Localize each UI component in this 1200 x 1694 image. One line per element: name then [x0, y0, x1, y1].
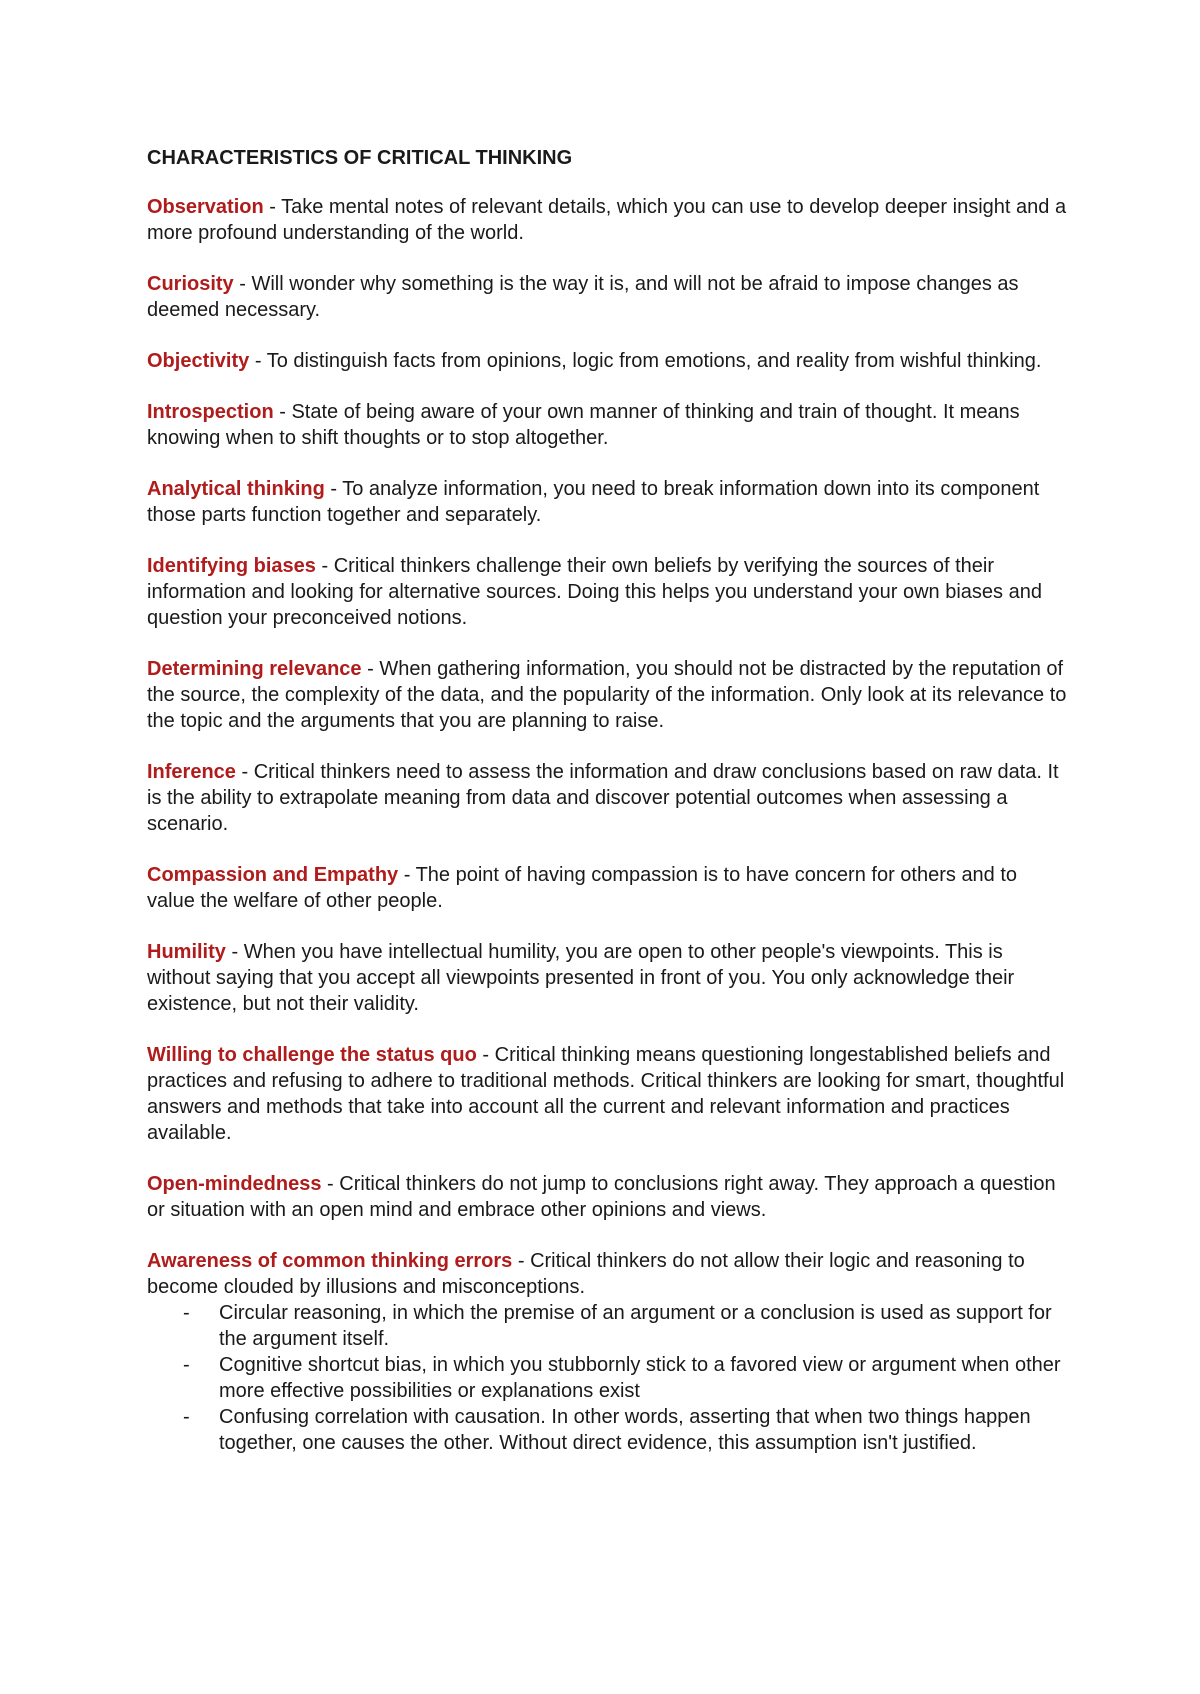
- separator: -: [235, 761, 254, 783]
- entry-open-mindedness: [147, 1171, 1067, 1223]
- entry-inference: [147, 759, 1067, 837]
- term-label: Inference: [147, 761, 236, 783]
- separator: -: [273, 401, 292, 423]
- entry-objectivity: [147, 348, 1067, 374]
- entry-humility: [147, 939, 1067, 1017]
- dash-bullet: -: [183, 1406, 190, 1428]
- thinking-errors-list: [147, 1300, 1067, 1456]
- list-item-text: Cognitive shortcut bias, in which you stubbornly stick to a favored view or argument when other more effective possibilities or explanations exist: [219, 1354, 1061, 1402]
- entry-awareness-of-thinking-errors: [147, 1248, 1067, 1300]
- entry-compassion-and-empathy: [147, 862, 1067, 914]
- term-label: Analytical thinking: [147, 478, 325, 500]
- term-label: Determining relevance: [147, 658, 362, 680]
- separator: -: [321, 1173, 340, 1195]
- entry-curiosity: [147, 271, 1067, 323]
- separator: -: [233, 273, 252, 295]
- entry-determining-relevance: [147, 656, 1067, 734]
- separator: -: [361, 658, 380, 680]
- document-title: CHARACTERISTICS OF CRITICAL THINKING: [147, 147, 573, 169]
- entry-text: To analyze information, you need to break information down into its component those parts function together and separately.: [147, 478, 1040, 526]
- list-item: [147, 1404, 1067, 1456]
- term-label: Compassion and Empathy: [147, 864, 399, 886]
- term-label: Observation: [147, 196, 264, 218]
- term-label: Awareness of common thinking errors: [147, 1250, 513, 1272]
- dash-bullet: -: [183, 1302, 190, 1324]
- separator: -: [263, 196, 282, 218]
- entry-observation: [147, 194, 1067, 246]
- list-item: [147, 1352, 1067, 1404]
- term-label: Objectivity: [147, 350, 250, 372]
- entry-text: When you have intellectual humility, you are open to other people's viewpoints. This is without saying that you accept all viewpoints presented in front of you. You only acknowledge their existence, but not their validity.: [147, 941, 1015, 1015]
- entry-text: Will wonder why something is the way it is, and will not be afraid to impose changes as deemed necessary.: [147, 273, 1019, 321]
- entry-text: State of being aware of your own manner of thinking and train of thought. It means knowing when to shift thoughts or to stop altogether.: [147, 401, 1020, 449]
- term-label: Willing to challenge the status quo: [147, 1044, 477, 1066]
- list-item: [147, 1300, 1067, 1352]
- term-label: Curiosity: [147, 273, 234, 295]
- document-page: [147, 145, 1067, 1456]
- entry-identifying-biases: [147, 553, 1067, 631]
- entry-text: The point of having compassion is to have concern for others and to value the welfare of other people.: [147, 864, 1018, 912]
- separator: -: [324, 478, 343, 500]
- entry-text: Critical thinkers do not jump to conclusions right away. They approach a question or situation with an open mind and embrace other opinions and views.: [147, 1173, 1056, 1221]
- separator: -: [398, 864, 416, 886]
- entry-text: Critical thinkers challenge their own beliefs by verifying the sources of their information and looking for alternative sources. Doing this helps you understand your own biases and question your preconceived notions.: [147, 555, 1042, 629]
- entry-willing-to-challenge: [147, 1042, 1067, 1146]
- entry-text: To distinguish facts from opinions, logic from emotions, and reality from wishful thinking.: [266, 350, 1042, 372]
- term-label: Open-mindedness: [147, 1173, 322, 1195]
- dash-bullet: -: [183, 1354, 190, 1376]
- entry-text: Critical thinking means questioning longestablished beliefs and practices and refusing to adhere to traditional methods. Critical thinkers are looking for smart, thoughtful answers and methods that take into account all the current and relevant information and practices available.: [147, 1044, 1065, 1144]
- entry-text: Take mental notes of relevant details, which you can use to develop deeper insight and a more profound understanding of the world.: [147, 196, 1067, 244]
- term-label: Identifying biases: [147, 555, 316, 577]
- term-label: Humility: [147, 941, 226, 963]
- separator: -: [512, 1250, 531, 1272]
- entry-text: When gathering information, you should not be distracted by the reputation of the source, the complexity of the data, and the popularity of the information. Only look at its relevance to the topic and the arguments that you are planning to raise.: [147, 658, 1067, 732]
- separator: -: [249, 350, 267, 372]
- list-item-text: Confusing correlation with causation. In other words, asserting that when two things happen together, one causes the other. Without direct evidence, this assumption isn't justified.: [219, 1406, 1031, 1454]
- separator: -: [476, 1044, 495, 1066]
- separator: -: [315, 555, 334, 577]
- entry-introspection: [147, 399, 1067, 451]
- entry-text: Critical thinkers do not allow their logic and reasoning to become clouded by illusions and misconceptions.: [147, 1250, 1025, 1298]
- list-item-text: Circular reasoning, in which the premise of an argument or a conclusion is used as support for the argument itself.: [219, 1302, 1052, 1350]
- entry-text: Critical thinkers need to assess the information and draw conclusions based on raw data. It is the ability to extrapolate meaning from data and discover potential outcomes when assessing a scenario.: [147, 761, 1059, 835]
- separator: -: [225, 941, 244, 963]
- entry-analytical-thinking: [147, 476, 1067, 528]
- term-label: Introspection: [147, 401, 274, 423]
